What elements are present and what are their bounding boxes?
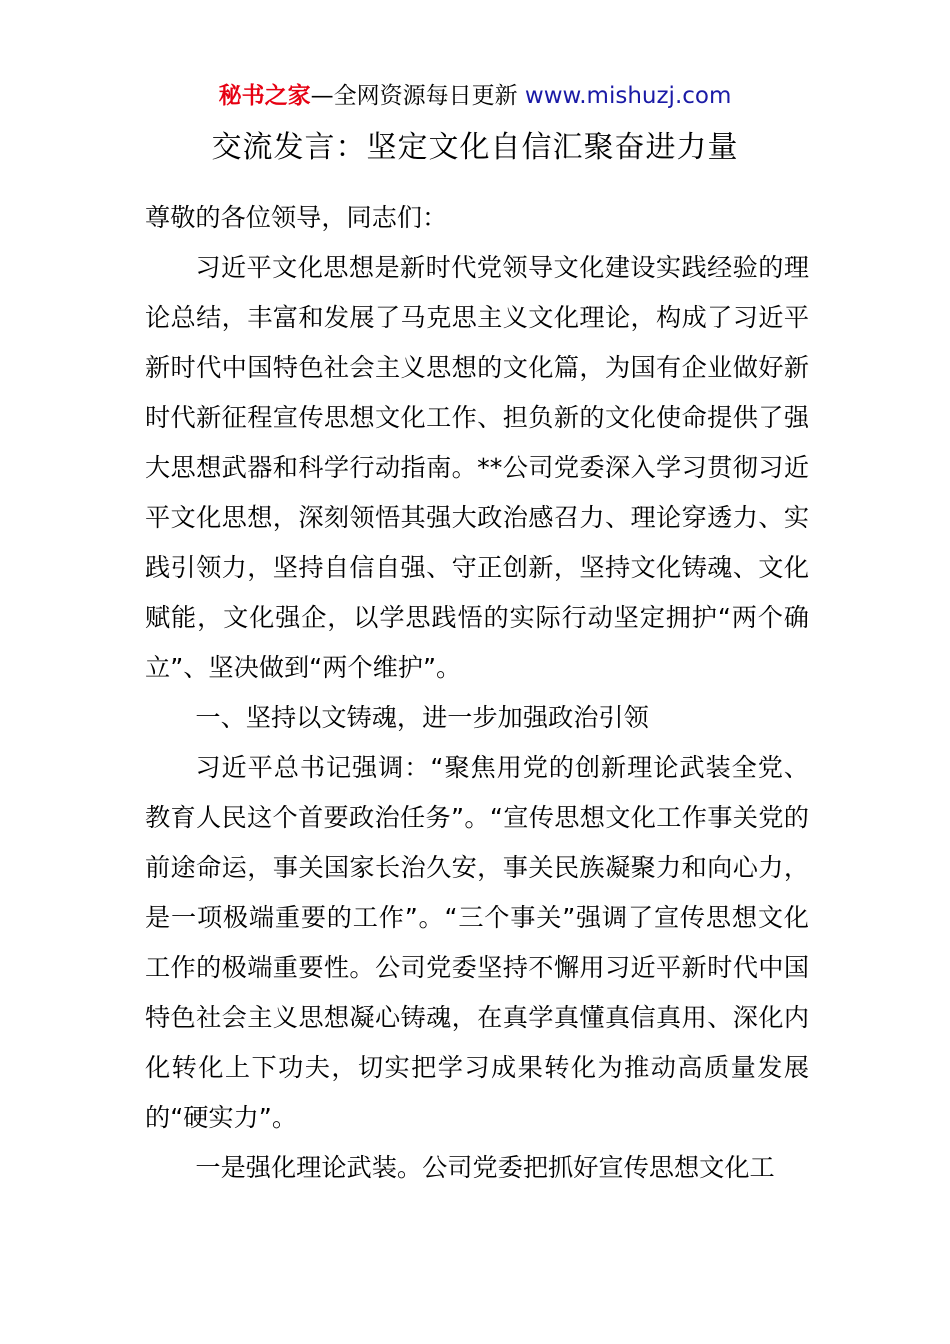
site-banner — [0, 80, 950, 112]
paragraph-theory: 一是强化理论武装。公司党委把抓好宣传思想文化工 — [195, 1153, 775, 1182]
paragraph-section-1: 习近平总书记强调：“聚焦用党的创新理论武装全党、教育人民这个首要政治任务”。“宣传思想文化工作事关党的前途命运，事关国家长治久安，事关民族凝聚力和向心力，是一项极端重要的工作”。“三个事关”强调了宣传思想文化工作的极端重要性。公司党委坚持不懈用习近平新时代中国特色社会主义思想凝心铸魂，在真学真懂真信真用、深化内化转化上下功夫，切实把学习成果转化为推动高质量发展的“硬实力”。 — [145, 753, 809, 1132]
section-heading-1: 一、坚持以文铸魂，进一步加强政治引领 — [195, 703, 649, 732]
document-body — [145, 193, 809, 1193]
document-title: 交流发言：坚定文化自信汇聚奋进力量 — [211, 130, 739, 165]
brand-name: 秘书之家 — [218, 83, 311, 109]
paragraph-intro: 习近平文化思想是新时代党领导文化建设实践经验的理论总结，丰富和发展了马克思主义文化理论，构成了习近平新时代中国特色社会主义思想的文化篇，为国有企业做好新时代新征程宣传思想文化工作、担负新的文化使命提供了强大思想武器和科学行动指南。**公司党委深入学习贯彻习近平文化思想，深刻领悟其强大政治感召力、理论穿透力、实践引领力，坚持自信自强、守正创新，坚持文化铸魂、文化赋能，文化强企，以学思践悟的实际行动坚定拥护“两个确立”、坚决做到“两个维护”。 — [145, 253, 809, 682]
website-link[interactable]: www.mishuzj.com — [524, 83, 732, 109]
banner-slogan: —全网资源每日更新 — [310, 83, 525, 109]
salutation: 尊敬的各位领导，同志们： — [145, 203, 448, 232]
